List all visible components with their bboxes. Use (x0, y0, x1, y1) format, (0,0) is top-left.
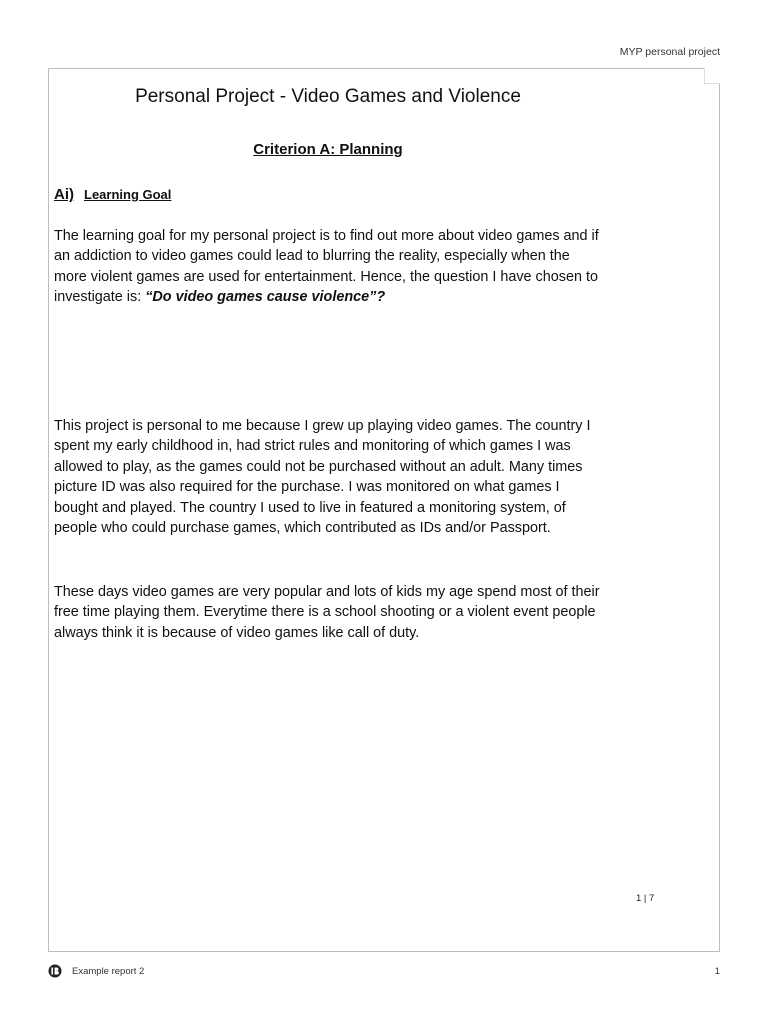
page-title: Personal Project - Video Games and Violence (135, 86, 521, 107)
research-question: “Do video games cause violence”? (145, 289, 386, 306)
page-fold-icon (704, 68, 720, 84)
paragraph-personal-reason: This project is personal to me because I grew up playing video games. The country I spent my early childhood in, had strict rules and monitoring of which games I was allowed to play, as the games could not be purchased without an adult. Many times picture ID was also required for the purchase. I was monitored on what games I bought and played. The country I used to live in featured a monitoring system, of people who could purchase games, which contributed as IDs and/or Passport. (54, 418, 591, 537)
section-number: Ai) (54, 186, 74, 203)
paragraph-context: These days video games are very popular and lots of kids my age spend most of their free time playing them. Everytime there is a school shooting or a violent event people always think it is because of video games like call of duty. (54, 584, 600, 641)
footer-page-number: 1 (714, 966, 720, 977)
section-heading (54, 186, 171, 204)
section-title: Learning Goal (84, 187, 172, 202)
running-header: MYP personal project (619, 46, 720, 58)
footer-label: Example report 2 (72, 966, 145, 977)
paragraph-learning-goal (54, 226, 602, 308)
page-count: 1 | 7 (636, 893, 655, 904)
criterion-heading: Criterion A: Planning (253, 141, 403, 158)
ib-logo-icon (48, 964, 62, 978)
paragraph-text: The learning goal for my personal project is to find out more about video games and if an addiction to video games could lead to blurring the reality, especially when the more violent games are used for entertainment. Hence, the question I have chosen to investigate is: (54, 228, 599, 306)
